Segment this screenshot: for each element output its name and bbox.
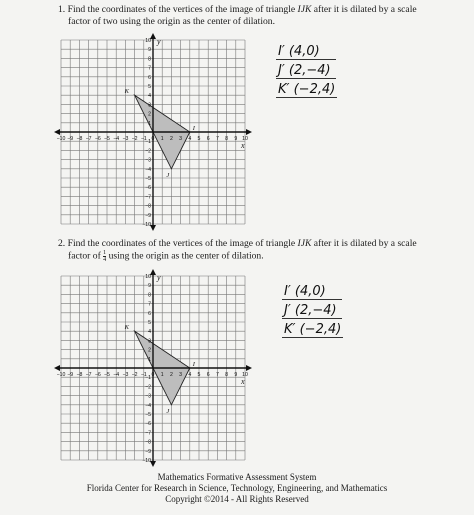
- x-axis-arrow-left: [54, 129, 60, 135]
- x-tick-label: 9: [234, 136, 238, 142]
- fraction-numerator: 1: [103, 249, 107, 256]
- x-axis-label: x: [241, 141, 245, 150]
- x-tick-label: 2: [169, 372, 173, 378]
- vertex-label-i: I: [192, 361, 195, 368]
- question-1-line-2: factor of two using the origin as the center of dilation.: [68, 15, 276, 27]
- x-axis-arrow-right: [246, 365, 252, 371]
- x-tick-label: −9: [67, 136, 74, 142]
- y-tick-label: −2: [145, 384, 151, 391]
- x-tick-label: −4: [113, 372, 120, 378]
- x-tick-label: 3: [179, 136, 183, 142]
- y-tick-label: 3: [148, 338, 151, 345]
- y-tick-label: 7: [148, 301, 151, 308]
- y-tick-label: 6: [148, 310, 151, 317]
- footer-line-1: Mathematics Formative Assessment System: [157, 472, 317, 482]
- x-tick-label: −5: [104, 136, 110, 142]
- y-tick-label: −2: [145, 148, 151, 155]
- x-tick-label: −6: [94, 372, 101, 378]
- x-tick-label: 0: [151, 136, 155, 142]
- question-line-1-end: after it is dilated by a scale: [311, 238, 417, 249]
- question-2-text: [58, 238, 458, 263]
- y-tick-label: 9: [148, 283, 151, 290]
- x-tick-label: 2: [169, 136, 173, 142]
- y-tick-label: −1: [145, 139, 151, 146]
- footer-line-3: Copyright ©2014 - All Rights Reserved: [165, 494, 309, 504]
- y-tick-label: −3: [145, 157, 151, 164]
- x-tick-label: 7: [215, 372, 219, 378]
- x-tick-label: 10: [242, 136, 248, 142]
- question-2-line-1: [58, 238, 458, 250]
- vertex-label-j: J: [166, 407, 170, 415]
- question-2-line-2: [58, 250, 458, 263]
- y-tick-label: 10: [145, 274, 151, 280]
- x-tick-label: 9: [234, 372, 238, 378]
- x-tick-label: 4: [188, 372, 192, 378]
- y-axis-label: y: [157, 273, 161, 282]
- handwritten-answers-1: [276, 44, 337, 98]
- y-tick-label: 7: [148, 65, 151, 72]
- question-line-2-end: using the origin as the center of dilation.: [106, 250, 264, 262]
- x-tick-label: 8: [225, 372, 229, 378]
- answer-j-prime: J′ (2,−4): [282, 303, 342, 319]
- vertex-label-i: I: [192, 125, 195, 132]
- y-axis-label: y: [157, 37, 161, 46]
- triangle-name: IJK: [297, 238, 312, 249]
- x-tick-label: 6: [206, 136, 210, 142]
- triangle-name: IJK: [297, 4, 312, 15]
- x-tick-label: 0: [151, 372, 155, 378]
- x-tick-label: 1: [160, 372, 164, 378]
- vertex-label-k: K: [124, 88, 129, 96]
- question-line-1-start: Find the coordinates of the vertices of the image of triangle: [67, 4, 298, 15]
- x-tick-label: −7: [85, 372, 92, 378]
- footer-line-2: Florida Center for Research in Science, Technology, Engineering, and Mathematics: [86, 483, 388, 493]
- y-tick-label: 5: [148, 84, 151, 90]
- vertex-label-j: J: [166, 171, 170, 179]
- x-axis-arrow-right: [246, 129, 252, 135]
- y-tick-label: −10: [142, 222, 151, 228]
- question-1-line-1: [58, 4, 458, 16]
- footer: [0, 472, 474, 505]
- y-tick-label: 8: [148, 292, 151, 299]
- y-tick-label: −6: [145, 185, 151, 192]
- x-tick-label: 1: [160, 136, 164, 142]
- x-tick-label: −8: [76, 136, 83, 142]
- y-tick-label: −6: [145, 421, 151, 428]
- question-number: 1.: [58, 4, 66, 15]
- y-tick-label: 5: [148, 320, 151, 326]
- x-tick-label: 5: [197, 136, 201, 142]
- y-tick-label: −7: [145, 430, 151, 437]
- y-tick-label: −10: [142, 458, 151, 464]
- y-tick-label: 4: [148, 329, 151, 336]
- x-tick-label: −5: [104, 372, 110, 378]
- x-tick-label: −3: [122, 372, 129, 378]
- answer-j-prime: J′ (2,−4): [276, 63, 336, 79]
- x-tick-label: −10: [56, 136, 66, 142]
- y-tick-label: 9: [148, 47, 151, 54]
- x-tick-label: −1: [140, 372, 147, 378]
- x-tick-label: −9: [67, 372, 74, 378]
- y-tick-label: 1: [148, 356, 151, 363]
- y-tick-label: −9: [145, 448, 151, 455]
- x-tick-label: −8: [76, 372, 83, 378]
- question-1-text: [58, 4, 458, 27]
- x-tick-label: −2: [131, 372, 138, 378]
- x-tick-label: 10: [242, 372, 248, 378]
- x-axis-arrow-left: [54, 365, 60, 371]
- y-tick-label: 2: [148, 347, 151, 354]
- y-tick-label: −5: [145, 176, 151, 182]
- coordinate-grid-1: [58, 36, 268, 232]
- question-line-2-start: factor of: [68, 250, 104, 262]
- y-tick-label: 8: [148, 56, 151, 63]
- x-tick-label: 3: [179, 372, 183, 378]
- y-tick-label: 3: [148, 102, 151, 109]
- y-tick-label: 1: [148, 120, 151, 127]
- y-tick-label: −7: [145, 194, 151, 201]
- y-tick-label: 6: [148, 74, 151, 81]
- x-tick-label: 7: [215, 136, 219, 142]
- answer-i-prime: I′ (4,0): [276, 44, 336, 60]
- fraction-denominator: 4: [103, 256, 107, 263]
- x-tick-label: −6: [94, 136, 101, 142]
- x-tick-label: −7: [85, 136, 92, 142]
- x-tick-label: 5: [197, 372, 201, 378]
- question-line-1-end: after it is dilated by a scale: [311, 4, 417, 15]
- x-tick-label: −1: [140, 136, 147, 142]
- x-tick-label: 8: [225, 136, 229, 142]
- y-tick-label: −5: [145, 412, 151, 418]
- y-tick-label: −8: [145, 203, 151, 210]
- x-axis-label: x: [241, 377, 245, 386]
- answer-i-prime: I′ (4,0): [282, 284, 342, 300]
- y-tick-label: 4: [148, 93, 151, 100]
- y-tick-label: −3: [145, 393, 151, 400]
- coordinate-grid-2: [58, 272, 268, 468]
- y-tick-label: 10: [145, 38, 151, 44]
- answer-k-prime: K′ (−2,4): [284, 322, 342, 337]
- x-tick-label: −10: [56, 372, 66, 378]
- x-tick-label: 4: [188, 136, 192, 142]
- y-tick-label: −4: [145, 166, 151, 173]
- vertex-label-k: K: [124, 324, 129, 332]
- question-number: 2.: [58, 238, 66, 249]
- y-tick-label: −1: [145, 375, 151, 382]
- x-tick-label: −3: [122, 136, 129, 142]
- x-tick-label: −4: [113, 136, 120, 142]
- x-tick-label: 6: [206, 372, 210, 378]
- y-tick-label: −4: [145, 402, 151, 409]
- y-tick-label: −8: [145, 439, 151, 446]
- handwritten-answers-2: [282, 284, 343, 338]
- y-tick-label: 2: [148, 111, 151, 118]
- question-line-1-start: Find the coordinates of the vertices of the image of triangle: [67, 238, 298, 249]
- x-tick-label: −2: [131, 136, 138, 142]
- answer-k-prime: K′ (−2,4): [278, 82, 336, 97]
- y-tick-label: −9: [145, 212, 151, 219]
